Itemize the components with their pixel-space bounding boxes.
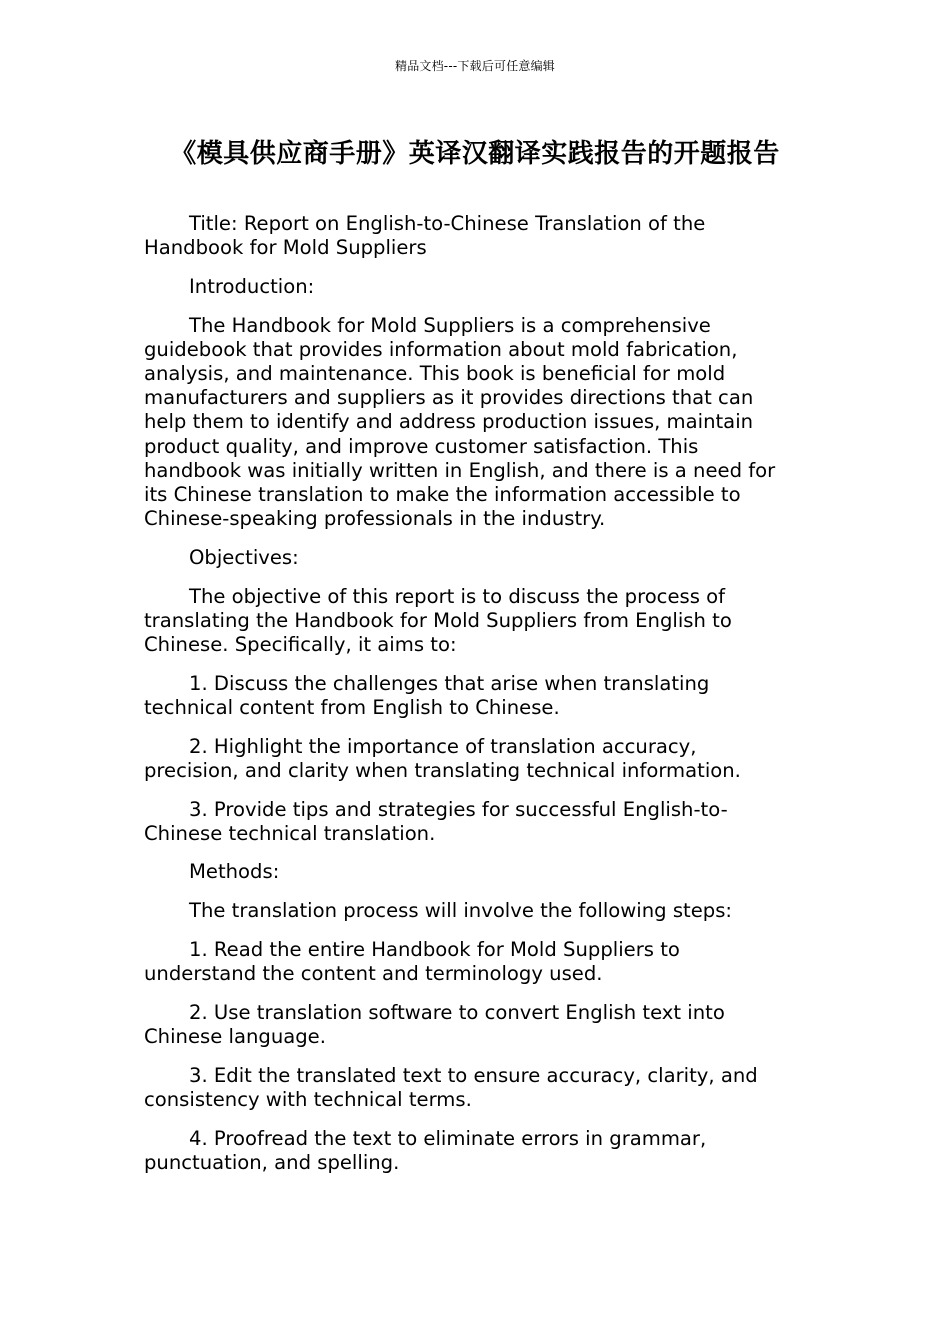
title-paragraph: Title: Report on English-to-Chinese Translation of the Handbook for Mold Suppliers — [144, 212, 706, 260]
objectives-paragraph: The objective of this report is to discuss the process of translating the Handbook for Mold Suppliers from English to Chinese. Specifically, it aims to: — [144, 584, 732, 657]
introduction-paragraph: The Handbook for Mold Suppliers is a comprehensive guidebook that provides information about mold fabrication, analysis, and maintenance. This book is beneficial for mold manufacturers and suppliers as it provides directions that can help them to identify and address production issues, maintain product quality, and improve customer satisfaction. This handbook was initially written in English, and there is a need for its Chinese translation to make the information accessible to Chinese-speaking professionals in the industry. — [144, 313, 776, 531]
document-title: 《模具供应商手册》英译汉翻译实践报告的开题报告 — [170, 139, 780, 169]
introduction-heading: Introduction: — [189, 274, 315, 298]
objective-item-1: 1. Discuss the challenges that arise when translating technical content from English to Chinese. — [144, 671, 710, 719]
objectives-heading: Objectives: — [189, 545, 299, 569]
document-body — [144, 212, 796, 1190]
method-step-2: 2. Use translation software to convert English text into Chinese language. — [144, 1000, 725, 1048]
objective-item-2: 2. Highlight the importance of translation accuracy, precision, and clarity when translating technical information. — [144, 734, 741, 782]
page-header-watermark: 精品文档---下载后可任意编辑 — [395, 59, 555, 73]
methods-paragraph: The translation process will involve the following steps: — [189, 899, 733, 923]
methods-heading: Methods: — [189, 860, 280, 884]
method-step-3: 3. Edit the translated text to ensure accuracy, clarity, and consistency with technical terms. — [144, 1063, 758, 1111]
objective-item-3: 3. Provide tips and strategies for successful English-to-Chinese technical translation. — [144, 797, 728, 845]
method-step-1: 1. Read the entire Handbook for Mold Suppliers to understand the content and terminology used. — [144, 937, 680, 986]
method-step-4: 4. Proofread the text to eliminate errors in grammar, punctuation, and spelling. — [144, 1126, 707, 1174]
